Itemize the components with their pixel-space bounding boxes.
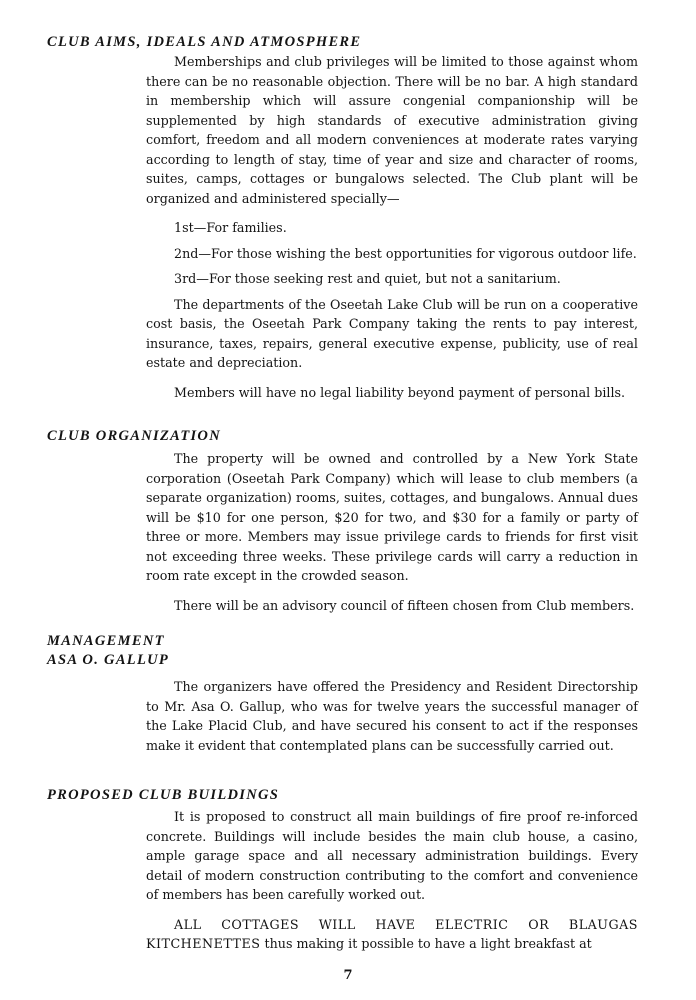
heading-management: MANAGEMENT ASA O. GALLUP	[47, 633, 170, 668]
paragraph-advisory-council: There will be an advisory council of fifteen chosen from Club members.	[174, 597, 635, 613]
page-number: 7	[343, 968, 353, 983]
kitchenettes-caps-text: ALL COTTAGES WILL HAVE ELECTRIC OR BLAUGAS KITCHENETTES	[146, 916, 638, 951]
heading-club-organization: CLUB ORGANIZATION	[47, 428, 221, 444]
list-item-families: 1st—For families.	[174, 220, 287, 235]
kitchenettes-rest-text: thus making it possible to have a light breakfast at	[260, 936, 592, 951]
section-proposed-buildings	[146, 807, 638, 954]
paragraph-organizers: The organizers have offered the Presidency and Resident Directorship to Mr. Asa O. Gallup, who was for twelve years the successful manager of the Lake Placid Club, and have secured his consent to act if the responses make it evident that contemplated plans can be successfully carried out.	[146, 679, 638, 753]
section-club-aims	[146, 52, 638, 412]
list-item-rest-quiet: 3rd—For those seeking rest and quiet, but not a sanitarium.	[174, 271, 561, 286]
paragraph-property: The property will be owned and controlled by a New York State corporation (Oseetah Park Company) which will lease to club members (a separate organization) rooms, suites, cottages, and bungalows. Annual dues will be $10 for one person, $20 for two, and $30 for a family or party of three or more. Members may issue privilege cards to friends for first visit not exceeding three weeks. These privilege cards will carry a reduction in room rate except in the crowded season.	[146, 451, 638, 583]
club-purpose-list	[146, 218, 638, 289]
heading-club-aims: CLUB AIMS, IDEALS AND ATMOSPHERE	[47, 34, 362, 50]
heading-proposed-buildings: PROPOSED CLUB BUILDINGS	[47, 787, 280, 803]
paragraph-membership: Memberships and club privileges will be limited to those against whom there can be no reasonable objection. There will be no bar. A high standard in membership which will assure congenial companionship will be supplemented by high standards of executive administration giving comfort, freedom and all modern conveniences at moderate rates varying according to length of stay, time of year and size and character of rooms, suites, camps, cottages or bungalows selected. The Club plant will be organized and administered specially—	[146, 54, 638, 206]
paragraph-liability: Members will have no legal liability beyond payment of personal bills.	[174, 384, 626, 400]
list-item-outdoor-life: 2nd—For those wishing the best opportunities for vigorous outdoor life.	[174, 245, 637, 261]
subheading-asa-gallup: ASA O. GALLUP	[47, 652, 170, 668]
paragraph-kitchenettes	[146, 915, 638, 954]
section-club-organization	[146, 449, 638, 625]
section-management	[146, 677, 638, 765]
paragraph-construction: It is proposed to construct all main buildings of fire proof re-inforced concrete. Buildings will include besides the main club house, a casino, ample garage space and all necessary administration buildings. Every detail of modern construction contributing to the comfort and convenience of members has been carefully worked out.	[146, 809, 638, 902]
paragraph-departments: The departments of the Oseetah Lake Club will be run on a cooperative cost basis, the Oseetah Park Company taking the rents to pay interest, insurance, taxes, repairs, general executive expense, publicity, use of real estate and depreciation.	[146, 296, 638, 370]
